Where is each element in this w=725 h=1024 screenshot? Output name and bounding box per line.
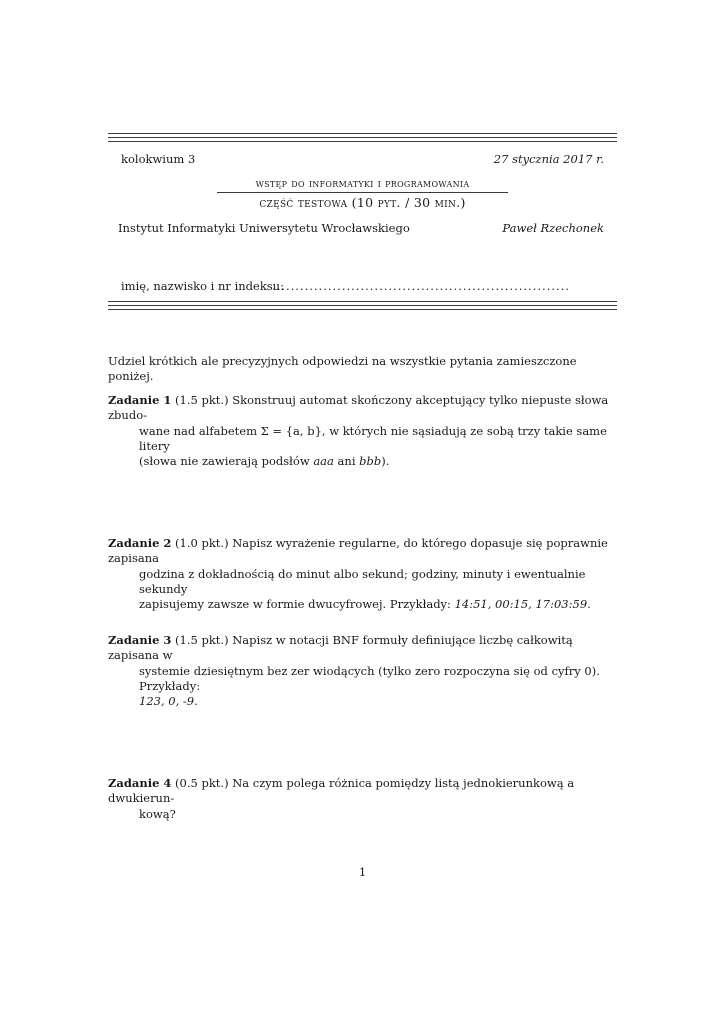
task-2-line2: godzina z dokładnością do minut albo sekund; godziny, minuty i ewentualnie sekundy	[139, 566, 586, 596]
task-4-label: Zadanie 4	[108, 776, 172, 790]
top-rule-1	[108, 133, 617, 134]
name-field-dots[interactable]: ................................................................	[272, 279, 570, 293]
task-4-line1: Na czym polega różnica pomiędzy listą jednokierunkową a dwukierun-	[108, 776, 575, 806]
top-rule-3	[108, 141, 617, 142]
task-3-line1: Napisz w notacji BNF formuły definiujące liczbę całkowitą zapisana w	[108, 633, 573, 663]
task-1-line1: Skonstruuj automat skończony akceptujący tylko niepuste słowa zbudo-	[108, 393, 609, 423]
task-2-points: (1.0 pkt.)	[175, 536, 229, 550]
task-4-line2: kową?	[139, 806, 176, 821]
task-3-points: (1.5 pkt.)	[175, 633, 229, 647]
header-bottom-rule-2	[108, 305, 617, 306]
task-2-line3: zapisujemy zawsze w formie dwucyfrowej. Przykłady: 14:51, 00:15, 17:03:59.	[139, 597, 591, 612]
task-2-label: Zadanie 2	[108, 536, 172, 550]
task-4	[108, 776, 617, 822]
title-underline	[217, 192, 508, 193]
header-bottom-rule-3	[108, 309, 617, 310]
instructions: Udziel krótkich ale precyzyjnych odpowiedzi na wszystkie pytania zamieszczone poniżej.	[108, 354, 577, 383]
task-3	[108, 633, 617, 709]
task-1	[108, 393, 617, 469]
top-rule-2	[108, 137, 617, 138]
exam-title-line1: wstęp do informatyki i programowania	[255, 176, 470, 190]
task-1-points: (1.5 pkt.)	[175, 393, 229, 407]
task-2-line1: Napisz wyrażenie regularne, do którego dopasuje się poprawnie zapisana	[108, 536, 608, 566]
task-4-points: (0.5 pkt.)	[175, 776, 229, 790]
task-2	[108, 536, 617, 612]
author: Paweł Rzechonek	[502, 221, 604, 235]
exam-date: 27 stycznia 2017 r.	[493, 152, 604, 166]
course-event: kolokwium 3	[121, 152, 196, 166]
task-3-line3: 123, 0, -9.	[139, 694, 198, 709]
task-1-line2: wane nad alfabetem Σ = {a, b}, w których nie sąsiadują ze sobą trzy takie same litery	[139, 423, 607, 453]
exam-title-line2: część testowa (10 pyt. / 30 min.)	[259, 195, 466, 210]
task-1-label: Zadanie 1	[108, 393, 172, 407]
task-3-label: Zadanie 3	[108, 633, 172, 647]
institution: Instytut Informatyki Uniwersytetu Wrocławskiego	[118, 221, 410, 235]
name-field-label: imię, nazwisko i nr indeksu:	[121, 279, 284, 293]
task-1-line3: (słowa nie zawierają podsłów aaa ani bbb).	[139, 454, 390, 469]
header-bottom-rule-1	[108, 301, 617, 302]
task-3-line2: systemie dziesiętnym bez zer wiodących (tylko zero rozpoczyna się od cyfry 0). Przykłady:	[139, 663, 600, 693]
page-number: 1	[358, 865, 367, 879]
